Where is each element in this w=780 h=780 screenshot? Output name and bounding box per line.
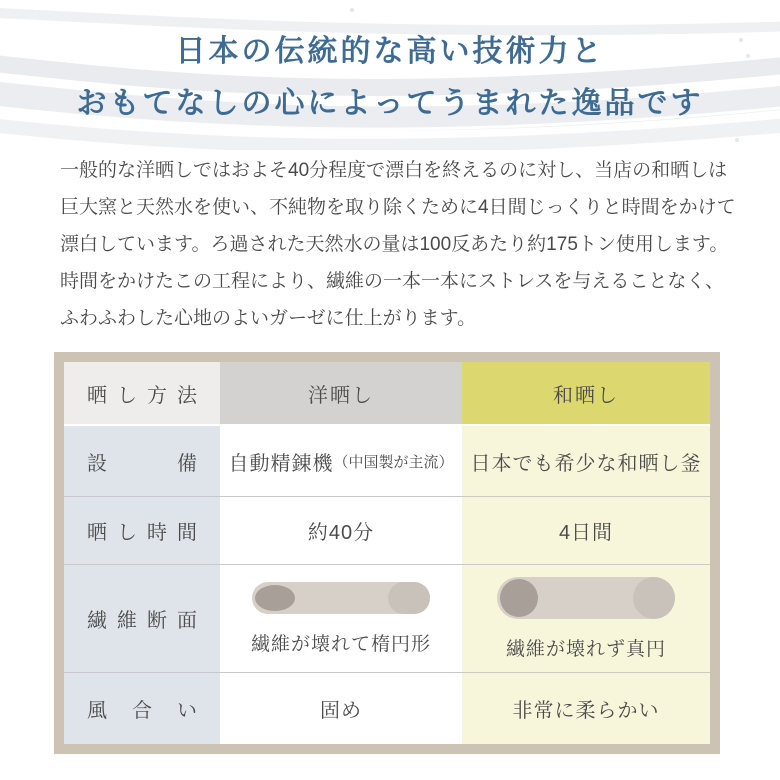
fiber-oval-illustration [252, 582, 430, 614]
page-title-line2: おもてなしの心によってうまれた逸品です [76, 87, 704, 120]
description-line: 一般的な洋晒しではおよそ40分程度で漂白を終えるのに対し、当店の和晒しは [60, 160, 728, 181]
description-line: ふわふわした心地のよいガーゼに仕上がります。 [60, 308, 477, 329]
row-fiber-label: 繊維断面 [64, 564, 220, 672]
equipment-yozarashi-value: 自動精錬機 （中国製が主流） [220, 424, 462, 496]
fiber-yozarashi-cell [220, 564, 462, 672]
description-line: 巨大窯と天然水を使い、不純物を取り除くために4日間じっくりと時間をかけて [60, 197, 736, 218]
fiber-round-cross-section [500, 579, 538, 617]
description-line: 漂白しています。ろ過された天然水の量は100反あたり約175トン使用します。 [60, 234, 729, 255]
fiber-yozarashi-caption: 繊維が壊れて楕円形 [250, 633, 431, 655]
fiber-oval-cross-section [255, 585, 295, 611]
fiber-end-cap [388, 582, 430, 614]
description-line: 時間をかけたこの工程により、繊維の一本一本にストレスを与えることなく、 [60, 271, 725, 292]
equipment-wazarashi-value: 日本でも希少な和晒し釜 [462, 424, 710, 496]
texture-wazarashi-value: 非常に柔らかい [462, 672, 710, 744]
row-equipment-label: 設備 [64, 424, 220, 496]
row-time-label: 晒し時間 [64, 496, 220, 564]
header-wazarashi: 和晒し [462, 362, 710, 424]
time-wazarashi-value: 4日間 [462, 496, 710, 564]
description-paragraph [60, 152, 736, 337]
fiber-wazarashi-caption: 繊維が壊れず真円 [505, 638, 666, 660]
fiber-end-cap [633, 577, 675, 619]
bleaching-comparison-table [54, 352, 720, 754]
row-texture-label: 風合い [64, 672, 220, 744]
hero-section [0, 0, 780, 150]
fiber-wazarashi-cell [462, 564, 710, 672]
equipment-note: （中国製が主流） [333, 453, 454, 471]
fiber-round-illustration [497, 577, 675, 619]
header-yozarashi: 洋晒し [220, 362, 462, 424]
page-title-line1: 日本の伝統的な高い技術力と [175, 35, 605, 68]
time-yozarashi-value: 約40分 [220, 496, 462, 564]
header-method-label: 晒し方法 [64, 362, 220, 424]
page-title [0, 0, 780, 130]
texture-yozarashi-value: 固め [220, 672, 462, 744]
